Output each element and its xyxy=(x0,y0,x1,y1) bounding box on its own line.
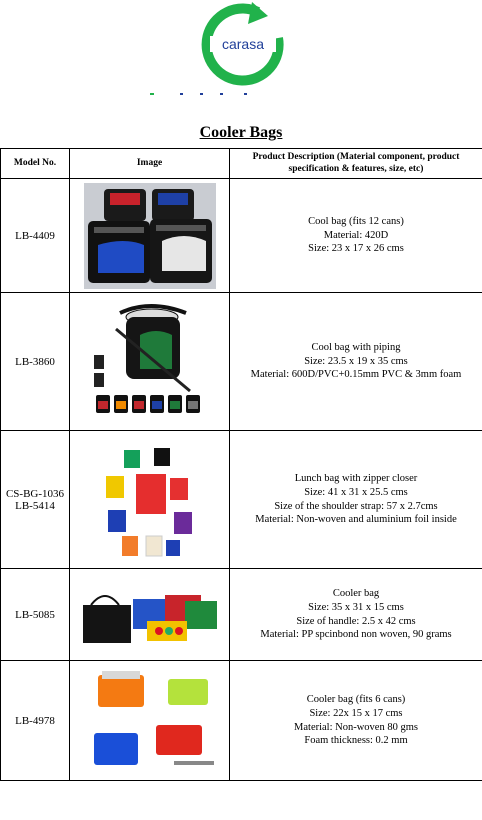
description-line: Size of the shoulder strap: 57 x 2.7cms xyxy=(274,500,438,512)
image-cell xyxy=(70,293,230,431)
table-row xyxy=(1,661,482,781)
model-cell xyxy=(1,293,70,431)
cooler-bag-12-can-image xyxy=(84,183,216,289)
description-line: Size: 35 x 31 x 15 cms xyxy=(308,601,404,613)
logo-text: carasa xyxy=(221,36,265,52)
description-line: Size: 23.5 x 19 x 35 cms xyxy=(304,355,408,367)
description-line: Size: 41 x 31 x 25.5 cms xyxy=(304,486,408,498)
description-line: Material: 600D/PVC+0.15mm PVC & 3mm foam xyxy=(250,369,462,381)
model-number: LB-4978 xyxy=(15,714,55,727)
description-cell xyxy=(230,431,482,569)
description-line: Size of handle: 2.5 x 42 cms xyxy=(296,615,416,627)
model-number: LB-5414 xyxy=(15,499,55,512)
description-line: Lunch bag with zipper closer xyxy=(294,473,418,485)
description-cell xyxy=(230,569,482,661)
cooler-bag-6-can-image xyxy=(82,669,218,773)
header-description: Product Description (Material component, product specification & features, size, etc) xyxy=(230,149,482,179)
page-title: Cooler Bags xyxy=(199,124,283,141)
carasa-logo xyxy=(196,2,292,90)
description-line: Size: 22x 15 x 17 cms xyxy=(309,707,403,719)
image-cell xyxy=(70,661,230,781)
description-cell xyxy=(230,293,482,431)
description-cell xyxy=(230,661,482,781)
model-cell xyxy=(1,661,70,781)
description-line: Foam thickness: 0.2 mm xyxy=(304,735,408,747)
model-cell xyxy=(1,179,70,293)
description-line: Material: Non-woven 80 gms xyxy=(294,721,418,733)
table-row xyxy=(1,293,482,431)
description-line: Size: 23 x 17 x 26 cms xyxy=(308,243,404,255)
image-cell xyxy=(70,431,230,569)
lunch-bag-zipper-image xyxy=(102,436,198,564)
table-header-row xyxy=(1,149,482,179)
image-cell xyxy=(70,569,230,661)
model-number: LB-5085 xyxy=(15,608,55,621)
model-cell xyxy=(1,431,70,569)
image-cell xyxy=(70,179,230,293)
description-line: Cool bag with piping xyxy=(311,342,401,354)
model-cell xyxy=(1,569,70,661)
description-line: Material: Non-woven and aluminium foil inside xyxy=(255,514,457,526)
model-number: CS-BG-1036 xyxy=(5,487,65,500)
description-line: Cooler bag (fits 6 cans) xyxy=(306,694,406,706)
header-model: Model No. xyxy=(1,149,70,179)
table-row xyxy=(1,179,482,293)
description-cell xyxy=(230,179,482,293)
description-line: Cooler bag xyxy=(332,588,380,600)
logo-tagline-decoration xyxy=(150,92,250,96)
cooler-bag-spunbond-image xyxy=(75,585,225,645)
table-row xyxy=(1,431,482,569)
header-image: Image xyxy=(70,149,230,179)
table-row xyxy=(1,569,482,661)
description-line: Material: PP spcinbond non woven, 90 grams xyxy=(260,629,452,641)
cooler-bag-piping-image xyxy=(90,299,210,425)
product-table xyxy=(0,148,482,781)
model-number: LB-4409 xyxy=(15,229,55,242)
model-number: LB-3860 xyxy=(15,355,55,368)
description-line: Cool bag (fits 12 cans) xyxy=(308,216,404,228)
description-line: Material: 420D xyxy=(323,229,389,241)
